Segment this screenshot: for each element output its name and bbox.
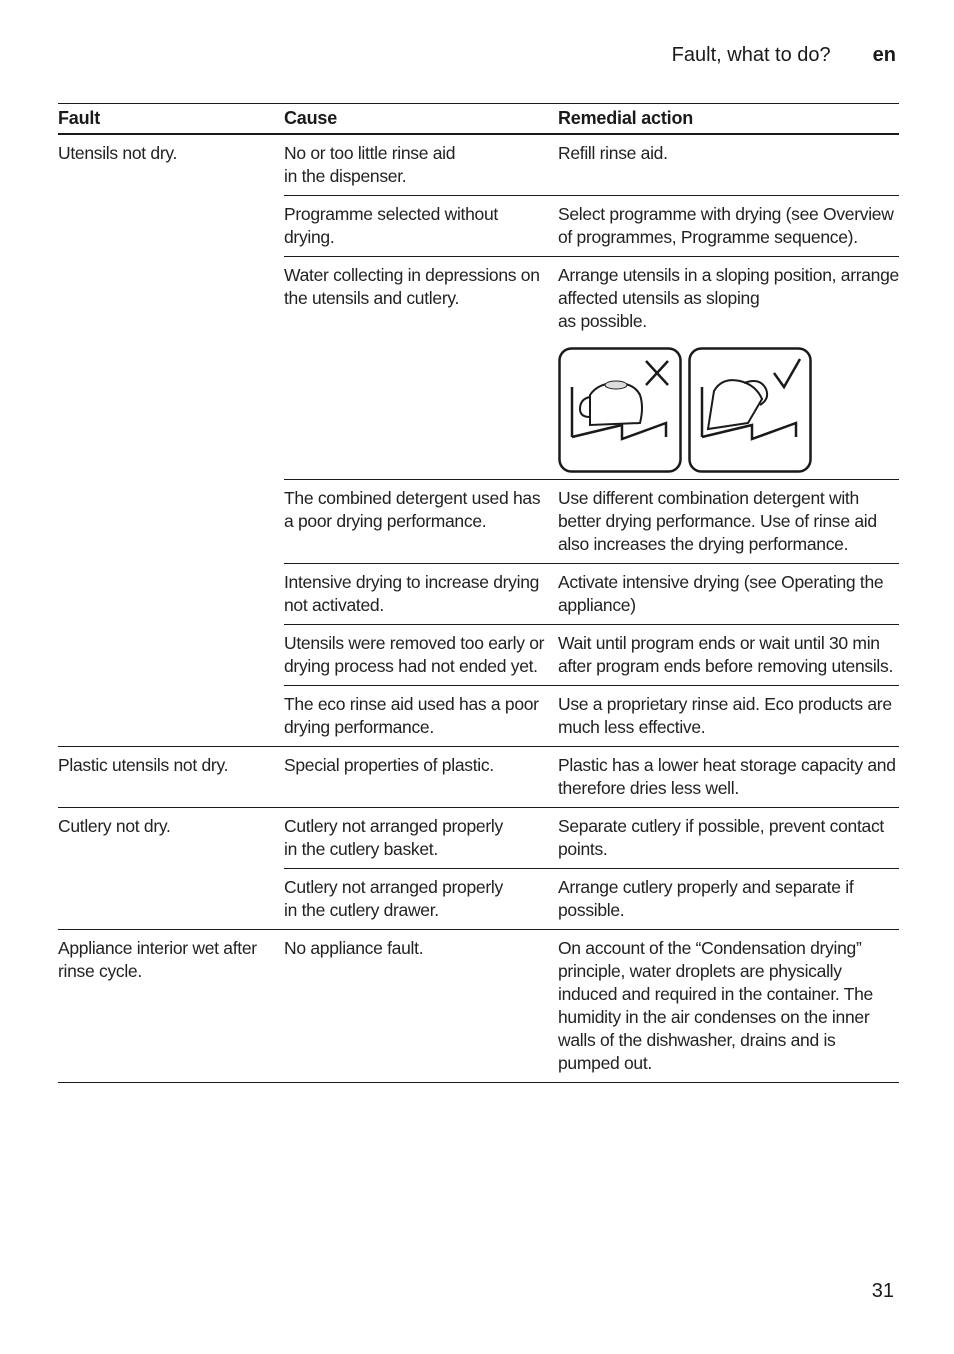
language-tag: en [872,44,896,66]
fault-cell: Cutlery not dry. [58,816,171,836]
cause-cell: No appliance fault. [284,938,424,958]
table-row [284,564,899,625]
action-cell: Activate intensive drying (see Operating the appliance) [558,572,884,615]
table-row [284,196,899,257]
action-cell: On account of the “Condensation drying” principle, water droplets are physically induced and required in the container. The humidity in the air condenses on the inner walls of the dishwasher, drains and is pumped out. [558,938,873,1073]
table-row [284,480,899,564]
table-header-row [58,104,899,135]
fault-group [58,930,899,1083]
page-header [672,44,896,67]
action-cell: Use different combination detergent with better drying performance. Use of rinse aid also increases the drying performance. [558,488,877,554]
fault-cell: Utensils not dry. [58,143,178,163]
header-action: Remedial action [558,108,694,128]
header-fault: Fault [58,108,100,128]
action-cell: Wait until program ends or wait until 30 min after program ends before removing utensils. [558,633,894,676]
cup-illustration [558,347,899,473]
table-row [284,930,899,1082]
cause-cell: Special properties of plastic. [284,755,494,775]
table-row [284,808,899,869]
section-title: Fault, what to do? [671,44,831,66]
page-number: 31 [871,1280,894,1302]
fault-table [58,103,899,1083]
cause-cell: Utensils were removed too early or drying process had not ended yet. [284,633,545,676]
cause-cell: Programme selected without drying. [284,204,498,247]
action-cell: Plastic has a lower heat storage capacity and therefore dries less well. [558,755,896,798]
cup-sloped-correct-icon [688,347,812,473]
fault-cell: Appliance interior wet after rinse cycle. [58,938,257,981]
cause-cell: Cutlery not arranged properly in the cutlery drawer. [284,877,503,920]
cause-cell: Cutlery not arranged properly in the cutlery basket. [284,816,503,859]
action-cell: Refill rinse aid. [558,143,668,163]
cause-cell: No or too little rinse aid in the dispenser. [284,143,456,186]
action-cell: Select programme with drying (see Overview of programmes, Programme sequence). [558,204,894,247]
table-row [284,625,899,686]
action-cell: Arrange cutlery properly and separate if possible. [558,877,854,920]
cause-cell: Water collecting in depressions on the utensils and cutlery. [284,265,540,308]
action-cell: Separate cutlery if possible, prevent contact points. [558,816,884,859]
header-cause: Cause [284,108,338,128]
action-cell: Use a proprietary rinse aid. Eco products are much less effective. [558,694,892,737]
fault-group [58,747,899,808]
fault-cell: Plastic utensils not dry. [58,755,229,775]
table-row [284,686,899,746]
action-cell: Arrange utensils in a sloping position, arrange affected utensils as sloping as possible. [558,265,899,331]
table-row [284,747,899,807]
cause-cell: Intensive drying to increase drying not activated. [284,572,540,615]
cause-cell: The eco rinse aid used has a poor drying performance. [284,694,539,737]
fault-group [58,808,899,930]
cup-upright-wrong-icon [558,347,682,473]
cause-cell: The combined detergent used has a poor drying performance. [284,488,541,531]
table-row [284,257,899,480]
table-row [284,869,899,929]
table-row [284,135,899,196]
fault-group [58,135,899,747]
